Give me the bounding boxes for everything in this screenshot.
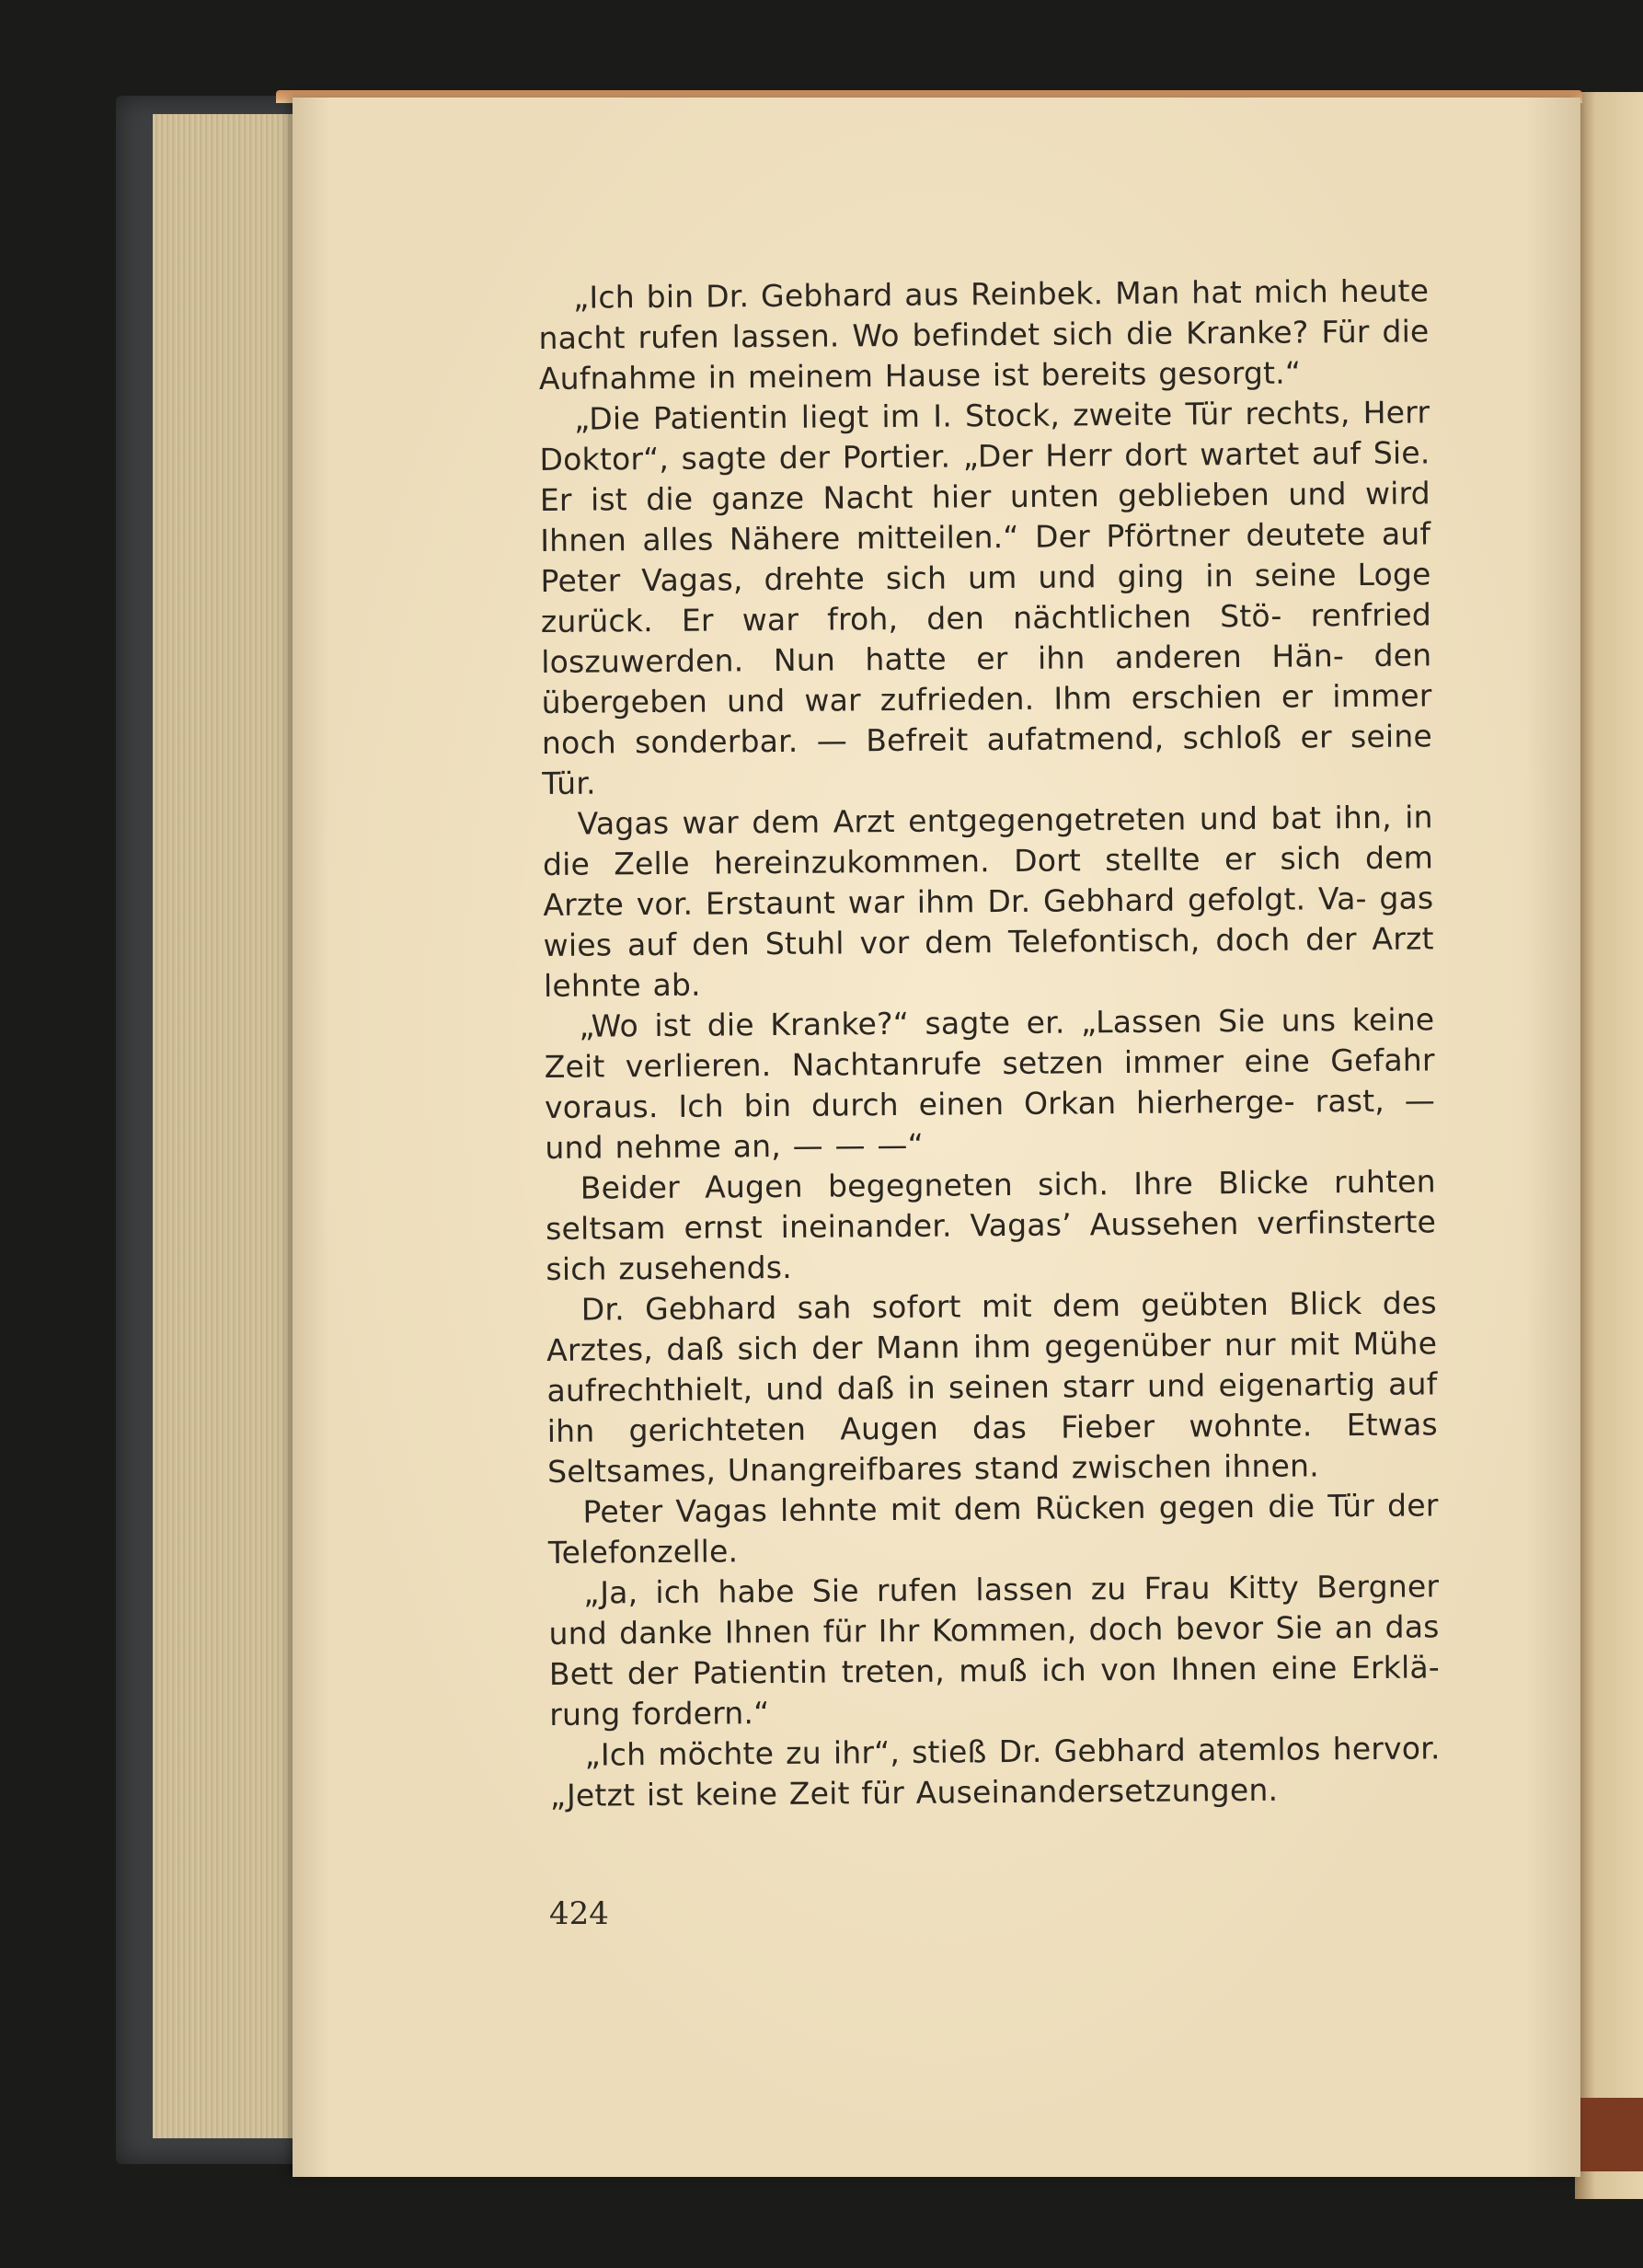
paragraph: „Wo ist die Kranke?“ sagte er. „Lassen Sie uns keine Zeit verlieren. Nachtanrufe setzen immer eine Gefahr voraus. Ich bin durch einen Orkan hierherge- rast, — und nehme an, — — —“ — [544, 1001, 1436, 1166]
page-number: 424 — [549, 1895, 609, 1932]
paragraph: „Ja, ich habe Sie rufen lassen zu Frau Kitty Bergner und danke Ihnen für Ihr Kommen, doch bevor Sie an das Bett der Patientin treten, muß ich von Ihnen eine Erklä- rung fordern.“ — [548, 1568, 1441, 1733]
paragraph: Dr. Gebhard sah sofort mit dem geübten Blick des Arztes, daß sich der Mann ihm gegenüber nur mit Mühe aufrechthielt, und daß in seinen starr und eigenartig auf ihn gerichteten Augen das Fieber wohnte. Etwas Seltsames, Unangreifbares stand zwischen ihnen. — [546, 1284, 1438, 1490]
paragraph: Peter Vagas lehnte mit dem Rücken gegen die Tür der Telefonzelle. — [547, 1487, 1439, 1571]
paragraph: Vagas war dem Arzt entgegengetreten und bat ihn, in die Zelle hereinzukommen. Dort stellte er sich dem Arzte vor. Erstaunt war ihm Dr. Gebhard gefolgt. Va- gas wies auf den Stuhl vor dem Telefontisch, doch der Arzt lehnte ab. — [542, 799, 1434, 1004]
paragraph: „Ich möchte zu ihr“, stieß Dr. Gebhard atemlos hervor. „Jetzt ist keine Zeit für Auseinandersetzungen. — [549, 1730, 1441, 1813]
facing-page-edge — [1575, 92, 1643, 2199]
facing-cover-corner — [1575, 2098, 1643, 2171]
paragraph: „Ich bin Dr. Gebhard aus Reinbek. Man hat mich heute nacht rufen lassen. Wo befindet sich die Kranke? Für die Aufnahme in meinem Hause ist bereits gesorgt.“ — [538, 272, 1430, 397]
page-body-text — [538, 271, 1441, 1816]
paragraph: Beider Augen begegneten sich. Ihre Blicke ruhten seltsam ernst ineinander. Vagas’ Aussehen verfinsterte sich zusehends. — [545, 1163, 1437, 1287]
paragraph: „Die Patientin liegt im I. Stock, zweite Tür rechts, Herr Doktor“, sagte der Portier. „Der Herr dort wartet auf Sie. Er ist die ganze Nacht hier unten geblieben und wird Ihnen alles Nähere mitteilen.“ Der Pförtner deutete auf Peter Vagas, drehte sich um und ging in seine Loge zurück. Er war froh, den nächtlichen Stö- renfried loszuwerden. Nun hatte er ihn anderen Hän- den übergeben und war zufrieden. Ihm erschien er immer noch sonderbar. — Befreit aufatmend, schloß er seine Tür. — [539, 394, 1433, 801]
